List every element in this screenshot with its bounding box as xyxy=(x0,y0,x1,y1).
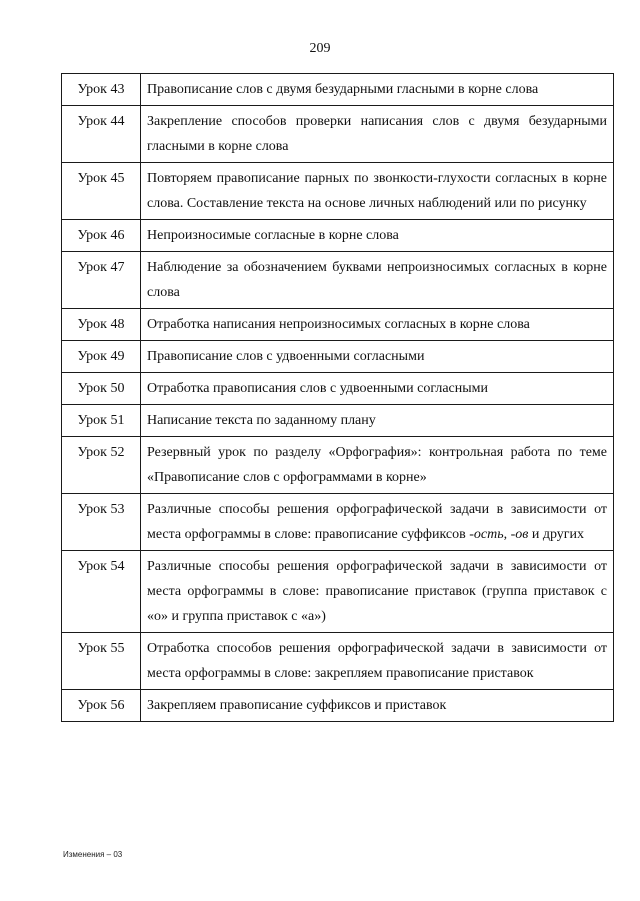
lesson-topic: Правописание слов с удвоенными согласными xyxy=(141,341,614,373)
table-row xyxy=(62,220,614,252)
lesson-number: Урок 43 xyxy=(62,74,141,106)
page-number: 209 xyxy=(309,41,331,56)
table-row xyxy=(62,74,614,106)
lesson-number: Урок 45 xyxy=(62,163,141,220)
lesson-topic: Написание текста по заданному плану xyxy=(141,405,614,437)
lesson-topic: Правописание слов с двумя безударными гласными в корне слова xyxy=(141,74,614,106)
topic-separator: , xyxy=(503,527,511,542)
lesson-topic: Непроизносимые согласные в корне слова xyxy=(141,220,614,252)
lesson-topic: Отработка правописания слов с удвоенными согласными xyxy=(141,373,614,405)
lesson-topic: Резервный урок по разделу «Орфография»: контрольная работа по теме «Правописание слов с орфограммами в корне» xyxy=(141,437,614,494)
table-row xyxy=(62,494,614,551)
table-row xyxy=(62,373,614,405)
lesson-number: Урок 47 xyxy=(62,252,141,309)
table-row xyxy=(62,405,614,437)
table-row xyxy=(62,341,614,373)
lesson-number: Урок 48 xyxy=(62,309,141,341)
lesson-number: Урок 46 xyxy=(62,220,141,252)
table-row xyxy=(62,633,614,690)
lessons-table xyxy=(61,73,614,722)
table-row xyxy=(62,551,614,633)
table-row xyxy=(62,309,614,341)
lesson-topic: Отработка способов решения орфографической задачи в зависимости от места орфограммы в слове: закрепляем правописание приставок xyxy=(141,633,614,690)
lesson-number: Урок 51 xyxy=(62,405,141,437)
table-row xyxy=(62,690,614,722)
lesson-number: Урок 53 xyxy=(62,494,141,551)
lesson-topic: Закрепляем правописание суффиксов и приставок xyxy=(141,690,614,722)
topic-text: Различные способы решения орфографической задачи в зависимости от места орфограммы в слове: правописание суффиксов xyxy=(147,502,607,542)
lesson-topic: Наблюдение за обозначением буквами непроизносимых согласных в корне слова xyxy=(141,252,614,309)
lesson-number: Урок 49 xyxy=(62,341,141,373)
lesson-number: Урок 50 xyxy=(62,373,141,405)
table-row xyxy=(62,252,614,309)
lesson-number: Урок 52 xyxy=(62,437,141,494)
lesson-number: Урок 44 xyxy=(62,106,141,163)
lesson-number: Урок 55 xyxy=(62,633,141,690)
suffix-ov: -ов xyxy=(510,527,529,542)
lesson-topic: Отработка написания непроизносимых согласных в корне слова xyxy=(141,309,614,341)
lesson-topic: Повторяем правописание парных по звонкости-глухости согласных в корне слова. Составление текста на основе личных наблюдений или по рисунку xyxy=(141,163,614,220)
lesson-topic xyxy=(141,494,614,551)
footer-note: Изменения – 03 xyxy=(63,850,123,859)
table-row xyxy=(62,437,614,494)
lesson-topic: Различные способы решения орфографической задачи в зависимости от места орфограммы в слове: правописание приставок (группа приставок с «о» и группа приставок с «а») xyxy=(141,551,614,633)
topic-text-end: и других xyxy=(528,527,585,542)
lesson-number: Урок 56 xyxy=(62,690,141,722)
lesson-number: Урок 54 xyxy=(62,551,141,633)
lesson-topic: Закрепление способов проверки написания слов с двумя безударными гласными в корне слова xyxy=(141,106,614,163)
table-row xyxy=(62,106,614,163)
suffix-ost: -ость xyxy=(469,527,504,542)
table-row xyxy=(62,163,614,220)
